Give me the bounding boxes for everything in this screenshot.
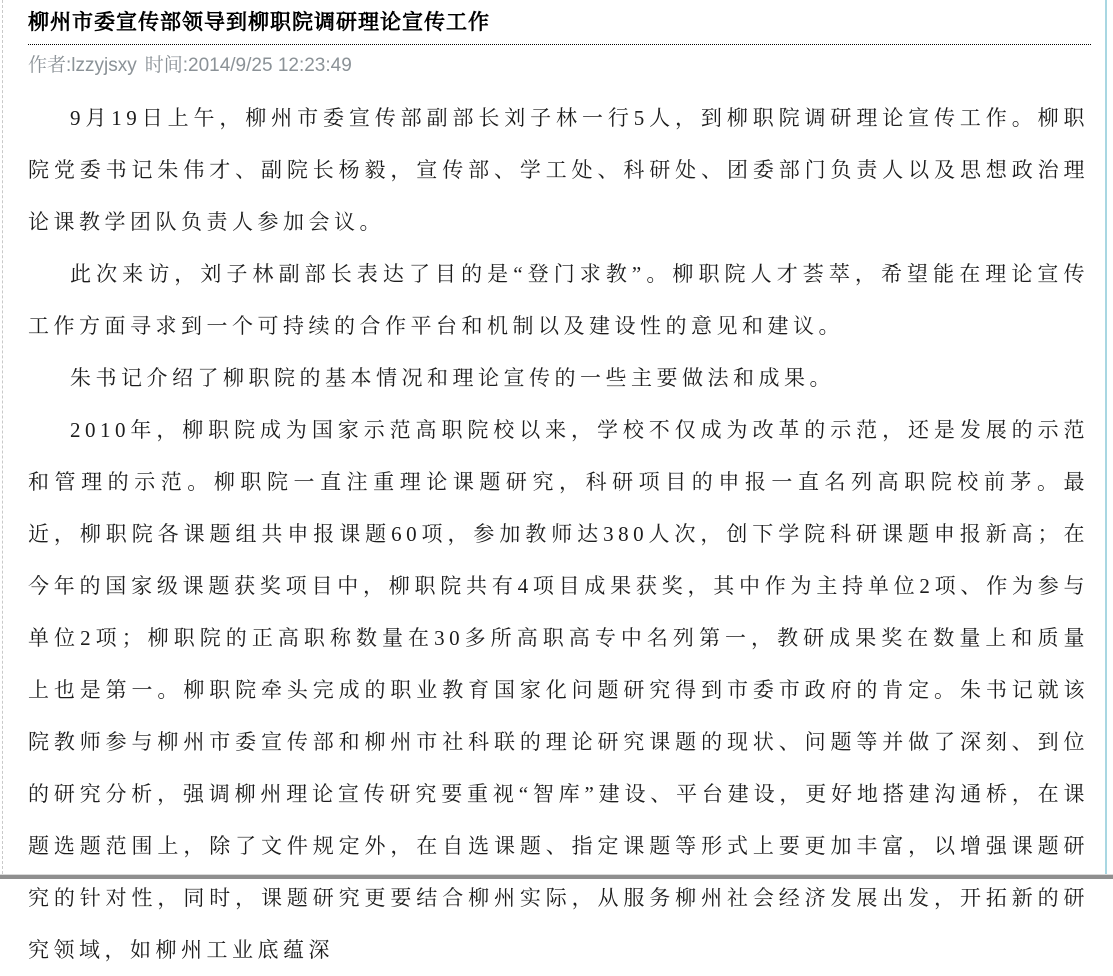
right-accent-border <box>1105 0 1107 875</box>
article-content <box>28 8 1093 976</box>
left-dashed-border <box>2 0 3 879</box>
time-label: 时间: <box>144 55 189 76</box>
article-paragraph: 2010年，柳职院成为国家示范高职院校以来，学校不仅成为改革的示范，还是发展的示范和管理的示范。柳职院一直注重理论课题研究，科研项目的申报一直名列高职院校前茅。最近，柳职院各课题组共申报课题60项，参加教师达380人次，创下学院科研课题申报新高；在今年的国家级课题获奖项目中，柳职院共有4项目成果获奖，其中作为主持单位2项、作为参与单位2项；柳职院的正高职称数量在30多所高职高专中名列第一，教研成果奖在数量上和质量上也是第一。柳职院牵头完成的职业教育国家化问题研究得到市委市政府的肯定。朱书记就该院教师参与柳州市委宣传部和柳州市社科联的理论研究课题的现状、问题等并做了深刻、到位的研究分析，强调柳州理论宣传研究要重视“智库”建设、平台建设，更好地搭建沟通桥，在课题选题范围上，除了文件规定外，在自选课题、指定课题等形式上要更加丰富，以增强课题研究的针对性，同时，课题研究更要结合柳州实际，从服务柳州社会经济发展出发，开拓新的研究领域，如柳州工业底蕴深 <box>28 418 1089 962</box>
author-label: 作者: <box>28 55 72 76</box>
author-value: lzzyjsxy <box>71 55 137 76</box>
article-body <box>28 92 1089 976</box>
article-paragraph: 9月19日上午，柳州市委宣传部副部长刘子林一行5人，到柳职院调研理论宣传工作。柳职院党委书记朱伟才、副院长杨毅，宣传部、学工处、科研处、团委部门负责人以及思想政治理论课教学团队负责人参加会议。 <box>28 106 1089 234</box>
article-paragraph: 此次来访，刘子林副部长表达了目的是“登门求教”。柳职院人才荟萃，希望能在理论宣传工作方面寻求到一个可持续的合作平台和机制以及建设性的意见和建议。 <box>28 262 1089 338</box>
article-meta <box>28 54 1093 78</box>
article-paragraph: 朱书记介绍了柳职院的基本情况和理论宣传的一些主要做法和成果。 <box>70 366 835 390</box>
article-title: 柳州市委宣传部领导到柳职院调研理论宣传工作 <box>28 11 490 34</box>
title-divider <box>28 38 1091 45</box>
time-value: 2014/9/25 12:23:49 <box>188 55 352 76</box>
